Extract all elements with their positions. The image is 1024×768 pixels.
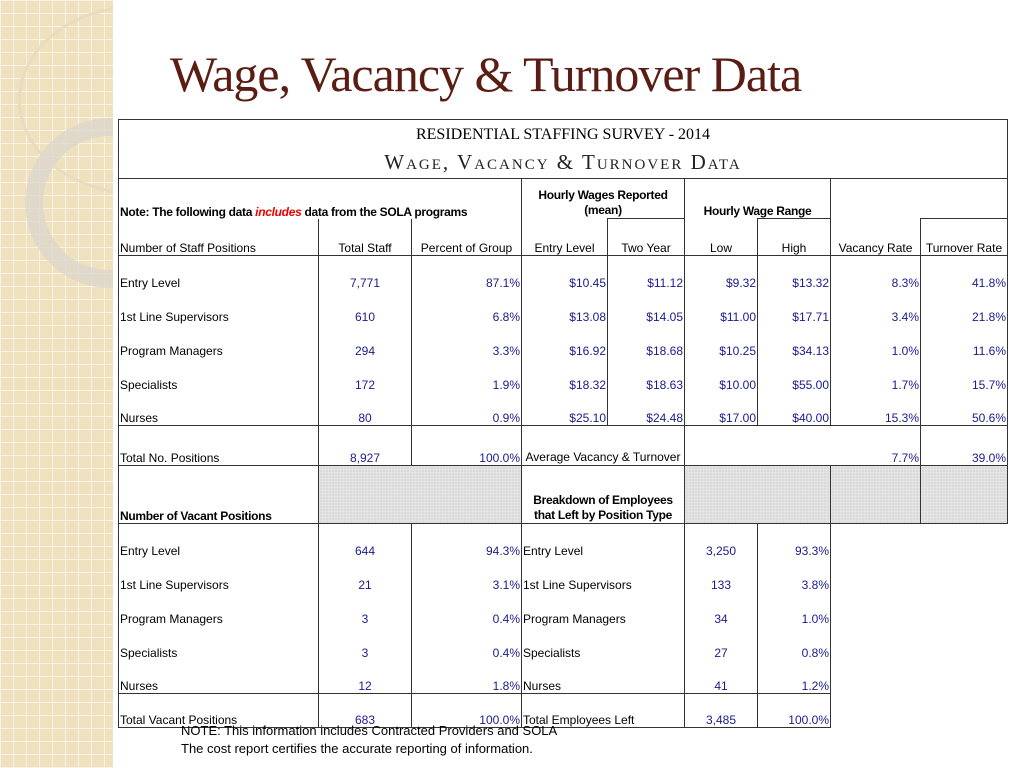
cell-value: 87.1% [412, 256, 522, 290]
vacant-row [119, 626, 1008, 660]
cell-value: 3 [319, 626, 412, 660]
cell-value: 94.3% [412, 524, 522, 558]
column-header: Percent of Group [412, 219, 522, 256]
cell-value: $11.00 [685, 290, 758, 324]
cell-value: 12 [319, 660, 412, 694]
table-row [119, 358, 1008, 392]
cell-value: $10.25 [685, 324, 758, 358]
breakdown-header: Breakdown of Employees that Left by Position Type [522, 466, 685, 524]
cell-value: $13.32 [758, 256, 831, 290]
cell-value: 93.3% [758, 524, 831, 558]
wage-range-header: Hourly Wage Range [685, 179, 831, 219]
cell-value: $16.92 [522, 324, 608, 358]
cell-value: 3,250 [685, 524, 758, 558]
cell-value: 1.2% [758, 660, 831, 694]
cell-value: 6.8% [412, 290, 522, 324]
cell-value: 1.9% [412, 358, 522, 392]
cell-value: 41.8% [921, 256, 1008, 290]
vacant-row [119, 524, 1008, 558]
row-label: Specialists [119, 626, 319, 660]
cell-value: 50.6% [921, 392, 1008, 426]
column-header: Two Year [608, 219, 685, 256]
cell-value: 7,771 [319, 256, 412, 290]
cell-value: 610 [319, 290, 412, 324]
column-header: Total Staff [319, 219, 412, 256]
survey-subtitle: Wage, Vacancy & Turnover Data [119, 150, 1008, 179]
cell-value: 133 [685, 558, 758, 592]
sola-note: Note: The following data includes data from the SOLA programs [119, 179, 522, 219]
row-label: 1st Line Supervisors [119, 558, 319, 592]
cell-value: 1.7% [831, 358, 921, 392]
cell-value: 172 [319, 358, 412, 392]
row-label: Program Managers [119, 324, 319, 358]
cell-value: 80 [319, 392, 412, 426]
cell-value: $11.12 [608, 256, 685, 290]
hourly-wages-header: Hourly Wages Reported (mean) [522, 179, 685, 219]
row-label: Total Employees Left [522, 694, 685, 728]
cell-value: $10.45 [522, 256, 608, 290]
row-label: Total Vacant Positions [119, 694, 319, 728]
vacant-row [119, 592, 1008, 626]
row-label: 1st Line Supervisors [119, 290, 319, 324]
cell-value: 294 [319, 324, 412, 358]
cell-value: $18.63 [608, 358, 685, 392]
column-header: High [758, 219, 831, 256]
row-label: 1st Line Supervisors [522, 558, 685, 592]
row-label: Program Managers [119, 592, 319, 626]
cell-value: $9.32 [685, 256, 758, 290]
cell-value: 1.0% [831, 324, 921, 358]
cell-value: 41 [685, 660, 758, 694]
cell-value: 34 [685, 592, 758, 626]
row-label: Entry Level [119, 524, 319, 558]
cell-value: $18.32 [522, 358, 608, 392]
shaded-column [685, 466, 831, 524]
row-label: Nurses [119, 660, 319, 694]
cell-value: $34.13 [758, 324, 831, 358]
total-staff: 8,927 [319, 426, 412, 466]
cell-value: 3.8% [758, 558, 831, 592]
row-label: Specialists [522, 626, 685, 660]
column-header: Vacancy Rate [831, 219, 921, 256]
row-label: Entry Level [522, 524, 685, 558]
cell-value: 100.0% [758, 694, 831, 728]
row-label: Nurses [119, 392, 319, 426]
slide-title: Wage, Vacancy & Turnover Data [170, 46, 802, 102]
cell-value: 3 [319, 592, 412, 626]
vacant-header: Number of Vacant Positions [119, 466, 319, 524]
cell-value: 0.9% [412, 392, 522, 426]
avg-turnover: 39.0% [921, 426, 1008, 466]
cell-value: 0.4% [412, 592, 522, 626]
cell-value: 0.4% [412, 626, 522, 660]
footer-note: NOTE: This information includes Contracted Providers and SOLA The cost report certifies the accurate reporting of information. [181, 723, 558, 756]
cell-value: 15.7% [921, 358, 1008, 392]
column-header: Number of Staff Positions [119, 219, 319, 256]
cell-value: 27 [685, 626, 758, 660]
decorative-sidebar [0, 0, 113, 768]
column-header: Turnover Rate [921, 219, 1008, 256]
cell-value: 644 [319, 524, 412, 558]
cell-value: $14.05 [608, 290, 685, 324]
cell-value: $10.00 [685, 358, 758, 392]
column-header: Low [685, 219, 758, 256]
cell-value: 0.8% [758, 626, 831, 660]
vacant-row [119, 660, 1008, 694]
cell-value: 3.1% [412, 558, 522, 592]
cell-value: $17.71 [758, 290, 831, 324]
vacant-row [119, 558, 1008, 592]
cell-value: 3.3% [412, 324, 522, 358]
cell-value: 11.6% [921, 324, 1008, 358]
cell-value: $24.48 [608, 392, 685, 426]
table-row [119, 290, 1008, 324]
row-label: Program Managers [522, 592, 685, 626]
cell-value: $17.00 [685, 392, 758, 426]
cell-value: $13.08 [522, 290, 608, 324]
column-header: Entry Level [522, 219, 608, 256]
cell-value: 21.8% [921, 290, 1008, 324]
cell-value: $18.68 [608, 324, 685, 358]
cell-value: 683 [319, 694, 412, 728]
row-label: Nurses [522, 660, 685, 694]
table-row [119, 256, 1008, 290]
survey-table [118, 119, 1008, 728]
cell-value: 1.0% [758, 592, 831, 626]
cell-value: $55.00 [758, 358, 831, 392]
total-pct: 100.0% [412, 426, 522, 466]
cell-value: 1.8% [412, 660, 522, 694]
avg-label: Average Vacancy & Turnover [522, 426, 685, 466]
table-row [119, 324, 1008, 358]
avg-vacancy: 7.7% [685, 426, 921, 466]
cell-value: 21 [319, 558, 412, 592]
row-label: Specialists [119, 358, 319, 392]
cell-value: 8.3% [831, 256, 921, 290]
survey-title: RESIDENTIAL STAFFING SURVEY - 2014 [119, 120, 1008, 150]
total-label: Total No. Positions [119, 426, 319, 466]
cell-value: 15.3% [831, 392, 921, 426]
cell-value: 3.4% [831, 290, 921, 324]
cell-value: 3,485 [685, 694, 758, 728]
table-row [119, 392, 1008, 426]
cell-value: 100.0% [412, 694, 522, 728]
row-label: Entry Level [119, 256, 319, 290]
cell-value: $25.10 [522, 392, 608, 426]
cell-value: $40.00 [758, 392, 831, 426]
